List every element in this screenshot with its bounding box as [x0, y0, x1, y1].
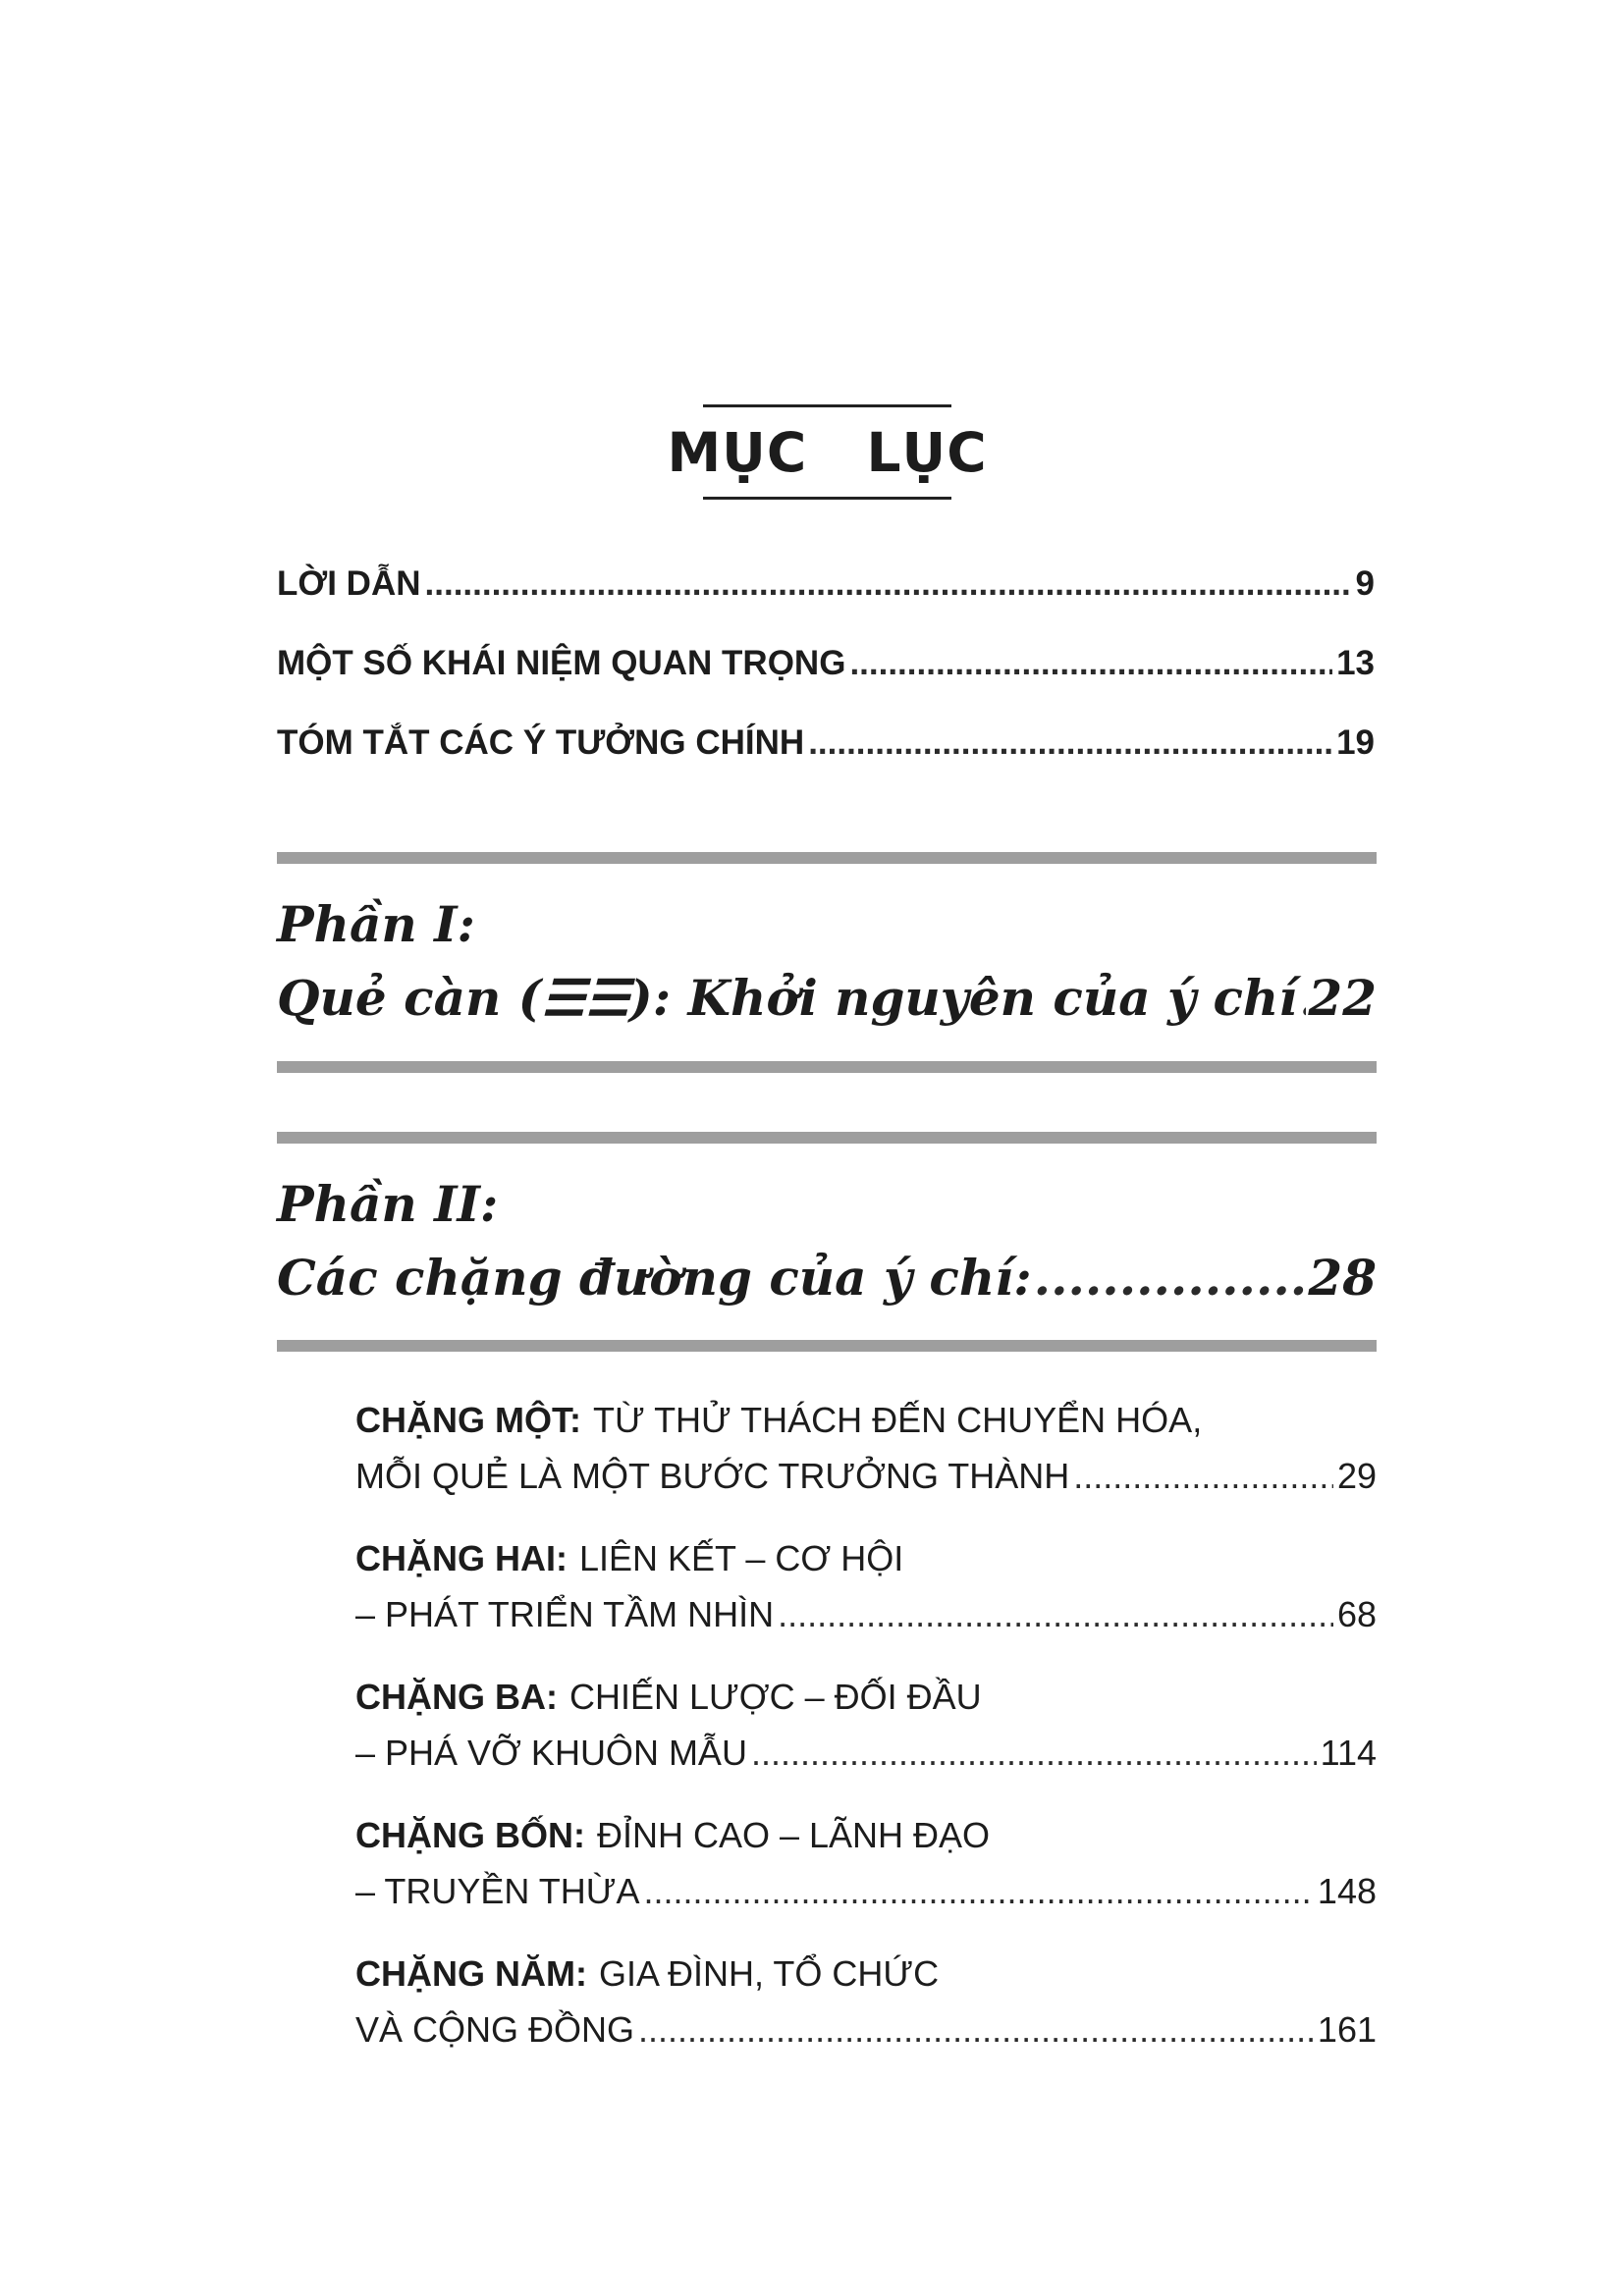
- toc-entry-tom-tat[interactable]: [277, 723, 1375, 763]
- stage-page: 68: [1336, 1594, 1377, 1634]
- section-divider: [277, 1061, 1377, 1073]
- stage-title-line2: VÀ CỘNG ĐỒNG: [355, 2009, 635, 2050]
- stage-1-line2[interactable]: [355, 1456, 1377, 1497]
- stage-name: CHẶNG HAI:: [355, 1538, 568, 1578]
- toc-entry-loi-dan[interactable]: [277, 564, 1375, 604]
- part-1-title: Quẻ càn (☰☰): Khởi nguyên của ý chí: [277, 969, 1298, 1027]
- stage-2-line2[interactable]: [355, 1594, 1377, 1635]
- dot-leader: [425, 564, 1352, 604]
- stage-name: CHẶNG BA:: [355, 1677, 558, 1717]
- stage-title-line2: – TRUYỀN THỪA: [355, 1871, 640, 1911]
- stage-name: CHẶNG NĂM:: [355, 1953, 587, 1994]
- part-1-page: 22: [1308, 969, 1377, 1027]
- dot-leader: [638, 2009, 1314, 2051]
- stage-3-line2[interactable]: [355, 1733, 1377, 1774]
- stage-page: 114: [1320, 1733, 1377, 1773]
- stage-name: CHẶNG BỐN:: [355, 1815, 585, 1855]
- dot-leader: [808, 723, 1332, 763]
- toc-entry-stage-4[interactable]: [355, 1815, 990, 1856]
- toc-entry-label: MỘT SỐ KHÁI NIỆM QUAN TRỌNG: [277, 644, 846, 682]
- stage-title-line2: MỖI QUẺ LÀ MỘT BƯỚC TRƯỞNG THÀNH: [355, 1456, 1070, 1496]
- stage-title-line1: TỪ THỬ THÁCH ĐẾN CHUYỂN HÓA,: [592, 1400, 1203, 1440]
- stage-4-line2[interactable]: [355, 1871, 1377, 1912]
- toc-entry-part-1[interactable]: [277, 969, 1377, 1027]
- dot-leader: [849, 644, 1332, 683]
- stage-title-line2: – PHÁT TRIỂN TẦM NHÌN: [355, 1594, 775, 1634]
- toc-entry-khai-niem[interactable]: [277, 644, 1375, 683]
- dot-leader: [643, 1871, 1313, 1912]
- stage-title-line1: GIA ĐÌNH, TỔ CHỨC: [598, 1953, 940, 1994]
- stage-page: 161: [1317, 2009, 1377, 2050]
- dot-leader: [1073, 1456, 1333, 1497]
- toc-entry-stage-3[interactable]: [355, 1677, 982, 1718]
- toc-title-frame: [667, 404, 988, 500]
- section-divider: [277, 852, 1377, 864]
- stage-title-line1: CHIẾN LƯỢC – ĐỐI ĐẦU: [568, 1677, 982, 1717]
- stage-5-line2[interactable]: [355, 2009, 1377, 2051]
- toc-entry-label: TÓM TẮT CÁC Ý TƯỞNG CHÍNH: [277, 723, 805, 762]
- toc-entry-stage-5[interactable]: [355, 1953, 939, 1995]
- dot-leader: [751, 1733, 1317, 1774]
- part-2-page: 28: [1308, 1249, 1377, 1307]
- dot-leader: [1299, 969, 1306, 1027]
- stage-page: 148: [1317, 1871, 1377, 1911]
- toc-entry-stage-2[interactable]: [355, 1538, 903, 1579]
- stage-title-line1: ĐỈNH CAO – LÃNH ĐẠO: [596, 1815, 991, 1855]
- stage-title-line1: LIÊN KẾT – CƠ HỘI: [578, 1538, 904, 1578]
- toc-entry-label: LỜI DẪN: [277, 564, 421, 603]
- section-divider: [277, 1132, 1377, 1144]
- page-title: MỤC LỤC: [667, 420, 988, 484]
- stage-title-line2: – PHÁ VỠ KHUÔN MẪU: [355, 1733, 747, 1773]
- dot-leader: [778, 1594, 1333, 1635]
- section-divider: [277, 1340, 1377, 1352]
- toc-entry-page: 13: [1336, 644, 1375, 682]
- part-2-title: Các chặng đường của ý chí:: [277, 1249, 1032, 1307]
- part-1-heading: Phần I:: [277, 895, 475, 953]
- toc-entry-page: 9: [1355, 564, 1375, 603]
- toc-entry-part-2[interactable]: [277, 1249, 1377, 1307]
- dot-leader: [1034, 1249, 1307, 1307]
- stage-page: 29: [1336, 1456, 1377, 1496]
- toc-entry-page: 19: [1336, 723, 1375, 762]
- stage-name: CHẶNG MỘT:: [355, 1400, 581, 1440]
- toc-entry-stage-1[interactable]: [355, 1400, 1202, 1441]
- part-2-heading: Phần II:: [277, 1175, 499, 1233]
